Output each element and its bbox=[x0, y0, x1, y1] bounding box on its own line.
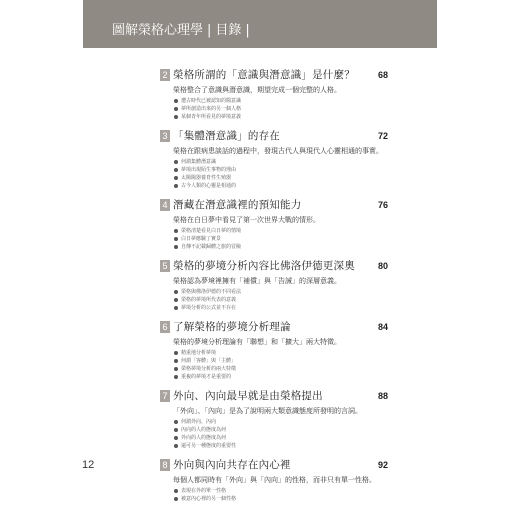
header-separator-closing: | bbox=[245, 23, 250, 38]
bullet-item: 內向的人的態度為何 bbox=[173, 426, 396, 434]
bullet-list bbox=[173, 487, 396, 503]
toc-entry[interactable] bbox=[160, 320, 396, 381]
entry-page: 88 bbox=[378, 391, 389, 401]
entry-title: 了解榮格的夢境分析理論 bbox=[173, 321, 291, 333]
entry-title: 榮格所謂的「意識與潛意識」是什麼？ bbox=[173, 69, 355, 81]
bullet-item: 還可另一種態度的重要性 bbox=[173, 442, 396, 450]
bullet-item: 夢境出現陌生事物的理由 bbox=[173, 166, 396, 174]
bullet-item: 遭古時代已被認知的醫意識 bbox=[173, 97, 396, 105]
entry-description: 榮格的夢境分析理論有「聯想」和「擴大」兩大特徵。 bbox=[173, 338, 341, 346]
entry-description: 榮格認為夢境裡擁有「補償」與「告誡」的深層意義。 bbox=[173, 277, 341, 285]
chapter-number: 7 bbox=[160, 390, 170, 402]
entry-title: 「集體潛意識」的存在 bbox=[173, 130, 280, 142]
toc-entry[interactable] bbox=[160, 458, 396, 503]
bullet-item: 精重地分析夢境 bbox=[173, 349, 396, 357]
entry-page: 84 bbox=[378, 322, 389, 332]
header-separator: | bbox=[207, 23, 212, 38]
entry-description: 榮格整合了意識與潛意識，期望完成一個完整的人格。 bbox=[173, 86, 341, 94]
entry-description: 「外向」、「內向」是為了說明兩大類意識態度所發明的言詞。 bbox=[173, 407, 362, 415]
bullet-item: 夢境分析的公式並不存在 bbox=[173, 304, 396, 312]
bullet-item: 被意內心裡的另一個性格 bbox=[173, 495, 396, 503]
bullet-item: 太陽陽器養育性生殖器 bbox=[173, 174, 396, 182]
chapter-number: 4 bbox=[160, 199, 170, 211]
chapter-number: 3 bbox=[160, 130, 170, 142]
entry-page: 72 bbox=[378, 131, 389, 141]
entry-description: 榮格在跟病患談話的過程中，發現古代人與現代人心靈相通的事實。 bbox=[173, 147, 383, 155]
book-title: 圖解榮格心理學 bbox=[112, 23, 204, 38]
entry-title: 榮格的夢境分析內容比佛洛伊德更深奧 bbox=[173, 260, 355, 272]
bullet-item: 夢所創造出來的另一個人格 bbox=[173, 105, 396, 113]
page-number: 12 bbox=[82, 459, 95, 471]
bullet-item: 外向的人的態度為何 bbox=[173, 434, 396, 442]
bullet-item: 自傳不記載歸體之旅的冒險 bbox=[173, 243, 396, 251]
page-header bbox=[112, 20, 254, 42]
entry-page: 92 bbox=[378, 460, 389, 470]
bullet-item: 何謂「客體」與「主體」 bbox=[173, 357, 396, 365]
bullet-list bbox=[173, 418, 396, 450]
bullet-item: 榮格清楚看見白日夢的情境 bbox=[173, 227, 396, 235]
bullet-list bbox=[173, 349, 396, 381]
bullet-item: 何謂外向、內向 bbox=[173, 418, 396, 426]
entry-page: 68 bbox=[378, 70, 389, 80]
entry-title: 潛藏在潛意識裡的預知能力 bbox=[173, 199, 302, 211]
bullet-item: 某個青年所看見的夢境意義 bbox=[173, 113, 396, 121]
toc-entry[interactable] bbox=[160, 259, 396, 312]
toc-entry[interactable] bbox=[160, 68, 396, 121]
bullet-list bbox=[173, 158, 396, 190]
bullet-item: 重複的夢境才是重要的 bbox=[173, 373, 396, 381]
chapter-number: 8 bbox=[160, 459, 170, 471]
entry-description: 榮格在白日夢中看見了第一次世界大戰的情形。 bbox=[173, 216, 320, 224]
bullet-list bbox=[173, 97, 396, 121]
entry-page: 76 bbox=[378, 200, 389, 210]
bullet-item: 古今人類的心靈是相通的 bbox=[173, 182, 396, 190]
entry-page: 80 bbox=[378, 261, 389, 271]
toc-entry[interactable] bbox=[160, 198, 396, 251]
bullet-item: 表現在外的單一性格 bbox=[173, 487, 396, 495]
entry-title: 外向與內向共存在內心裡 bbox=[173, 459, 291, 471]
section-title: 目錄 bbox=[215, 23, 242, 38]
bullet-item: 榮格夢境分析的兩大特徵 bbox=[173, 365, 396, 373]
bullet-item: 何謂集體潛意識 bbox=[173, 158, 396, 166]
chapter-number: 6 bbox=[160, 321, 170, 333]
bullet-item: 榮格與佛洛伊德的不同看法 bbox=[173, 288, 396, 296]
bullet-list bbox=[173, 288, 396, 312]
toc-entry[interactable] bbox=[160, 129, 396, 190]
entry-title: 外向、內向最早就是由榮格提出 bbox=[173, 390, 323, 402]
toc-entry[interactable] bbox=[160, 389, 396, 450]
chapter-number: 5 bbox=[160, 260, 170, 272]
chapter-number: 2 bbox=[160, 69, 170, 81]
bullet-item: 白日夢應驗了實景 bbox=[173, 235, 396, 243]
toc-list bbox=[160, 68, 396, 511]
bullet-list bbox=[173, 227, 396, 251]
entry-description: 每個人都同時有「外向」與「內向」的性格，而非只有單一性格。 bbox=[173, 476, 376, 484]
bullet-item: 榮格的夢境所代表的意義 bbox=[173, 296, 396, 304]
